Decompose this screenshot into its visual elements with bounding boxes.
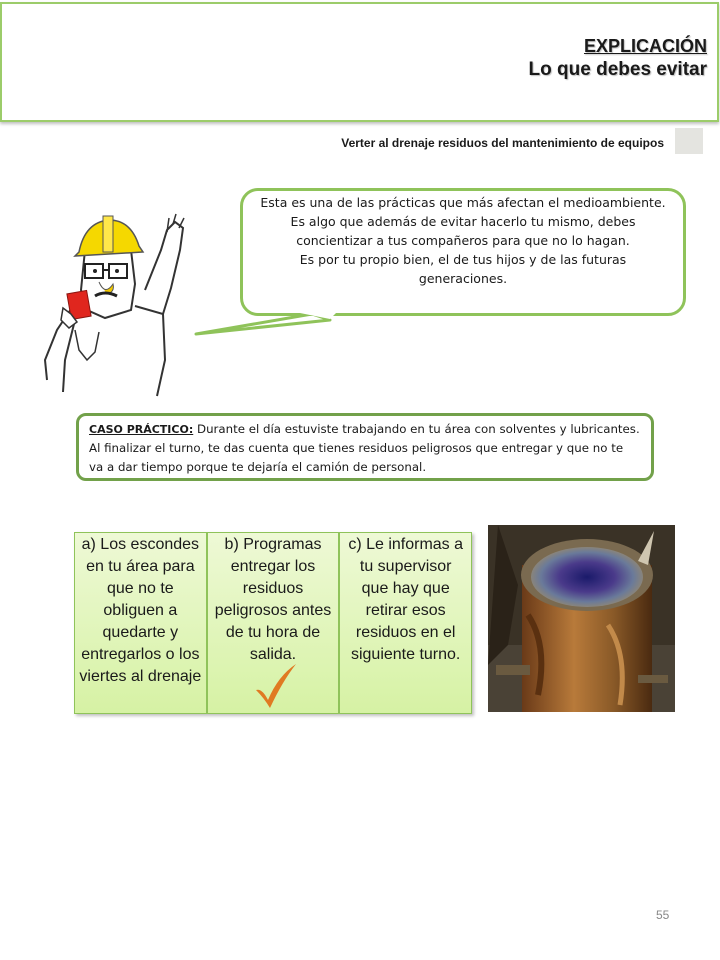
case-study-label: CASO PRÁCTICO: (89, 423, 194, 436)
option-c[interactable] (339, 532, 472, 714)
bubble-line-1: Esta es una de las prácticas que más afectan el medioambiente. (260, 195, 666, 210)
option-c-text: c) Le informas a tu supervisor que hay que retirar esos residuos en el siguiente turno. (348, 536, 464, 663)
speech-bubble (240, 188, 686, 316)
page-number: 55 (656, 908, 670, 922)
bubble-line-2: Es algo que además de evitar hacerlo tu mismo, debes concientizar a tus compañeros para que no lo hagan. (290, 214, 636, 248)
header-box (0, 2, 719, 122)
case-study-box (76, 413, 654, 481)
page-title (529, 34, 707, 82)
topic-marker (675, 128, 703, 154)
bubble-line-3: Es por tu propio bien, el de tus hijos y de las futuras generaciones. (299, 252, 627, 286)
rusty-can-photo (488, 525, 675, 712)
option-a[interactable] (74, 532, 207, 714)
topic-heading: Verter al drenaje residuos del mantenimiento de equipos (341, 136, 664, 150)
title-line-1: EXPLICACIÓN (583, 36, 707, 56)
title-line-2: Lo que debes evitar (528, 59, 707, 80)
worker-with-red-card-illustration (35, 210, 195, 400)
case-study-text: Durante el día estuviste trabajando en tu área con solventes y lubricantes. Al finalizar el turno, te das cuenta que tienes residuos peligrosos que entregar y que no te va a dar tiempo porque te dejaría el camión de personal. (89, 422, 640, 474)
check-mark-icon (252, 660, 300, 710)
option-b-text: b) Programas entregar los residuos peligrosos antes de tu hora de salida. (214, 536, 332, 663)
option-a-text: a) Los escondes en tu área para que no te obliguen a quedarte y entregarlos o los viertes al drenaje (79, 536, 202, 685)
